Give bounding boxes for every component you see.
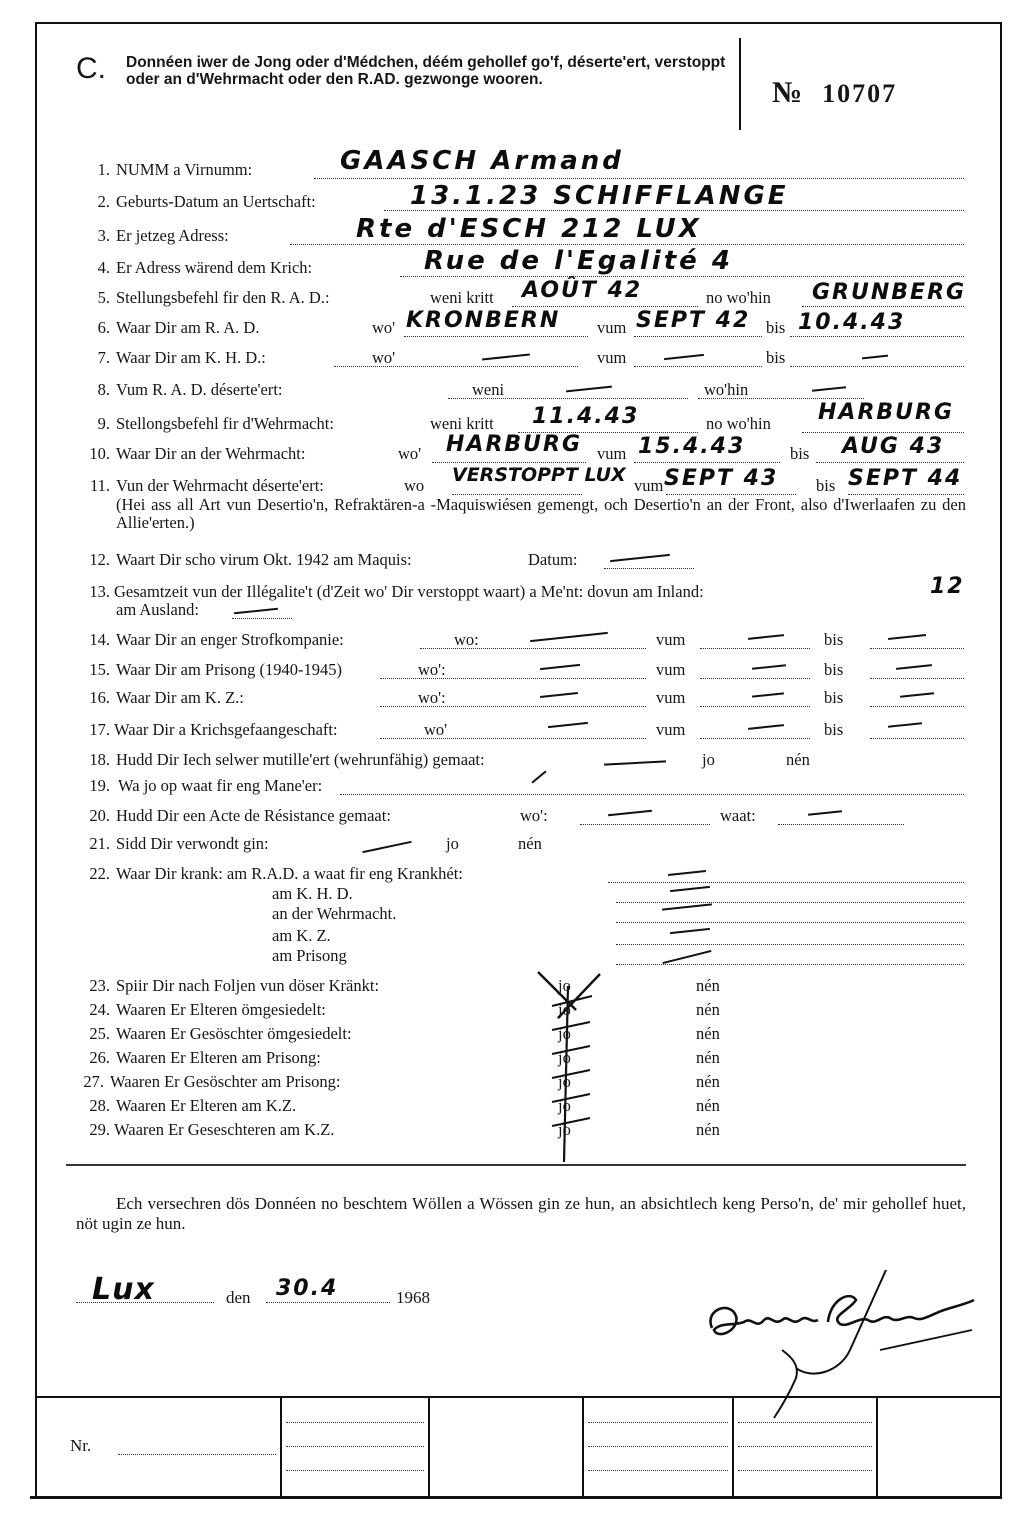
field-label: Hudd Dir een Acte de Résistance gemaat:	[116, 806, 391, 825]
field-17-line-to	[870, 738, 964, 739]
option-yes[interactable]: jo	[558, 1120, 571, 1139]
field-7-line-to	[790, 366, 964, 367]
field-5-when-value[interactable]: AOÛT 42	[522, 278, 643, 303]
frame-right	[1000, 22, 1002, 1498]
field-10-to-value[interactable]: AUG 43	[842, 434, 945, 459]
field-6-line-where	[404, 336, 588, 337]
section-separator	[66, 1164, 966, 1166]
field-number: 8.	[97, 380, 110, 399]
field-10-line-from	[634, 462, 780, 463]
nr-label: Nr.	[70, 1436, 92, 1455]
field-22-line-4	[616, 964, 964, 965]
label-where: wo'	[372, 318, 396, 337]
signing-date[interactable]: 30.4	[276, 1276, 339, 1301]
option-no[interactable]: nén	[696, 976, 720, 995]
field-number: 6.	[97, 318, 110, 337]
frame-left	[35, 22, 37, 1498]
field-6-line-from	[634, 336, 762, 337]
field-10-line-where	[432, 462, 586, 463]
field-16-to-dash	[900, 692, 934, 698]
option-yes[interactable]: jo	[558, 1072, 571, 1091]
label-where: wo'	[424, 720, 448, 739]
document-number	[772, 76, 897, 110]
field-label: Sidd Dir verwondt gin:	[116, 834, 269, 853]
field-label: Waar Dir am Prisong (1940-1945)	[116, 660, 342, 679]
bottom-dots-2	[286, 1446, 424, 1447]
section-letter: C.	[76, 52, 106, 85]
label-to: bis	[766, 348, 786, 367]
label-where: wo':	[520, 806, 548, 825]
field-7-from-dash	[664, 354, 704, 360]
field-label: Waar Dir am K. Z.:	[116, 688, 244, 707]
field-label: Gesamtzeit vun der Illégalite't (d'Zeit wo' Dir verstoppt waart) a Me'nt: dovun am Inland:	[114, 582, 704, 601]
field-22-line-1	[616, 902, 964, 903]
label-to: bis	[816, 476, 836, 495]
field-5-where-value[interactable]: GRUNBERG	[812, 280, 967, 305]
field-7-line-where	[334, 366, 578, 367]
bottom-dots-4	[588, 1422, 728, 1423]
field-number: 1.	[97, 160, 110, 179]
option-yes[interactable]: jo	[446, 834, 459, 853]
field-22-line-2	[616, 922, 964, 923]
field-13-inland-value[interactable]: 12	[930, 574, 965, 599]
field-label: NUMM a Virnumm:	[116, 160, 253, 179]
field-20-what-dash	[808, 810, 842, 816]
label-abroad: am Ausland:	[116, 600, 199, 619]
option-yes[interactable]: jo	[558, 1048, 571, 1067]
bottom-dots-5	[588, 1446, 728, 1447]
field-label: Waar Dir an enger Strofkompanie:	[116, 630, 344, 649]
field-11-to-value[interactable]: SEPT 44	[848, 466, 963, 491]
label-where: wo':	[418, 688, 446, 707]
label-where: wo'hin	[704, 380, 749, 399]
field-number: 17.	[89, 720, 110, 739]
field-20-line-where	[580, 824, 710, 825]
field-16-line-to	[870, 706, 964, 707]
field-label: Er jetzeg Adress:	[116, 226, 229, 245]
option-no[interactable]: nén	[696, 1024, 720, 1043]
den-label: den	[226, 1288, 251, 1307]
option-no[interactable]: nén	[696, 1000, 720, 1019]
bottom-table-col-2	[428, 1396, 430, 1497]
bottom-dots-1	[286, 1422, 424, 1423]
field-7-to-dash	[862, 355, 888, 360]
field-4-value[interactable]: Rue de l'Egalité 4	[424, 246, 733, 276]
field-number: 15.	[89, 660, 110, 679]
label-from: vum	[656, 720, 686, 739]
number-sign: №	[772, 76, 805, 109]
label-when: weni kritt	[430, 414, 494, 433]
label-to: bis	[790, 444, 810, 463]
label-where: wo'	[372, 348, 396, 367]
bottom-dots-3	[286, 1470, 424, 1471]
bottom-table-col-3	[582, 1396, 584, 1497]
field-13-abroad-dash	[234, 608, 278, 615]
field-label: Stellungsbefehl fir den R. A. D.:	[116, 288, 330, 307]
field-9-where-value[interactable]: HARBURG	[818, 400, 955, 425]
field-15-line-to	[870, 678, 964, 679]
field-label: Waart Dir scho virum Okt. 1942 am Maquis:	[116, 550, 412, 569]
label-to: bis	[766, 318, 786, 337]
label-date: Datum:	[528, 550, 578, 569]
label-where: no wo'hin	[706, 288, 771, 307]
label-from: vum	[634, 476, 664, 495]
label-to: bis	[824, 688, 844, 707]
bottom-table-col-1	[280, 1396, 282, 1497]
field-22-dash-0	[668, 870, 706, 876]
field-15-where-dash	[540, 664, 580, 670]
field-1-value[interactable]: GAASCH Armand	[340, 146, 624, 176]
field-14-to-dash	[888, 634, 926, 640]
field-label: Waar Dir krank: am R.A.D. a waat fir eng Krankhét:	[116, 864, 463, 883]
field-3-line	[290, 244, 964, 245]
field-label: Wa jo op waat fir eng Mane'er:	[118, 776, 323, 795]
field-14-line-from	[700, 648, 810, 649]
option-no[interactable]: nén	[518, 834, 542, 853]
frame-bottom	[30, 1496, 1002, 1499]
number-value: 10707	[822, 79, 898, 108]
field-17-line-from	[700, 738, 810, 739]
option-no[interactable]: nén	[696, 1072, 720, 1091]
field-label: Waar Dir am R. A. D.	[116, 318, 260, 337]
sub-label: an der Wehrmacht.	[272, 904, 397, 923]
field-8-when-dash	[566, 386, 612, 393]
field-16-where-dash	[540, 692, 578, 698]
label-to: bis	[824, 720, 844, 739]
field-1-line	[314, 178, 964, 179]
field-number: 28.	[89, 1096, 110, 1115]
field-number: 26.	[89, 1048, 110, 1067]
label-from: vum	[656, 688, 686, 707]
field-16-from-dash	[752, 692, 784, 697]
field-2-value[interactable]: 13.1.23 SCHIFFLANGE	[410, 181, 789, 211]
sub-label: am K. Z.	[272, 926, 331, 945]
field-11-from-value[interactable]: SEPT 43	[664, 466, 779, 491]
bottom-table-col-4	[732, 1396, 734, 1497]
field-number: 9.	[97, 414, 110, 433]
bottom-dots-6	[588, 1470, 728, 1471]
field-label: Vun der Wehrmacht déserte'ert:	[116, 476, 324, 495]
label-where: wo'	[398, 444, 422, 463]
field-21-yes-strike	[362, 841, 411, 853]
field-22-dash-4	[663, 950, 712, 964]
field-label: Geburts-Datum an Uertschaft:	[116, 192, 316, 211]
field-14-line-to	[870, 648, 964, 649]
field-22-line-3	[616, 944, 964, 945]
field-number: 19.	[89, 776, 110, 795]
label-from: vum	[656, 660, 686, 679]
field-number: 27.	[83, 1072, 104, 1091]
field-label: Waar Dir an der Wehrmacht:	[116, 444, 306, 463]
option-yes[interactable]: jo	[702, 750, 715, 769]
field-number: 14.	[89, 630, 110, 649]
label-from: vum	[597, 444, 627, 463]
field-number: 23.	[89, 976, 110, 995]
label-where: wo:	[454, 630, 479, 649]
field-10-where-value[interactable]: HARBURG	[446, 432, 583, 457]
field-label: Waaren Er Elteren am K.Z.	[116, 1096, 297, 1115]
label-when: weni	[472, 380, 505, 399]
field-6-line-to	[790, 336, 964, 337]
field-7-line-from	[634, 366, 762, 367]
field-number: 20.	[89, 806, 110, 825]
field-11-where-value[interactable]: VERSTOPPT LUX	[452, 464, 626, 486]
bottom-table-top-line	[35, 1396, 1002, 1398]
field-8-line-where	[698, 398, 864, 399]
label-what: waat:	[720, 806, 756, 825]
field-number: 21.	[89, 834, 110, 853]
option-no[interactable]: nén	[696, 1120, 720, 1139]
label-from: vum	[597, 348, 627, 367]
label-where: wo	[404, 476, 425, 495]
field-number: 3.	[97, 226, 110, 245]
field-number: 5.	[97, 288, 110, 307]
field-3-value[interactable]: Rte d'ESCH 212 LUX	[356, 214, 702, 244]
field-6-to-value[interactable]: 10.4.43	[798, 310, 906, 335]
field-number: 7.	[97, 348, 110, 367]
field-17-line-where	[380, 738, 646, 739]
date-line	[266, 1302, 390, 1303]
option-yes[interactable]: jo	[558, 976, 571, 995]
field-15-from-dash	[752, 664, 786, 670]
field-22-dash-3	[670, 928, 710, 934]
header-divider	[739, 38, 741, 130]
field-12-dash	[610, 554, 670, 562]
nr-line	[118, 1454, 276, 1455]
bottom-dots-8	[738, 1446, 872, 1447]
field-label: Waar Dir a Krichsgefaangeschaft:	[114, 720, 338, 739]
option-yes[interactable]: jo	[558, 1096, 571, 1115]
signing-year: 1968	[396, 1288, 430, 1307]
field-label: Waaren Er Geseschteren am K.Z.	[114, 1120, 335, 1139]
field-number: 2.	[97, 192, 110, 211]
option-yes[interactable]: jo	[558, 1024, 571, 1043]
field-14-from-dash	[748, 634, 784, 640]
field-label: Waaren Er Gesöschter ömgesiedelt:	[116, 1024, 352, 1043]
field-22-dash-1	[670, 886, 710, 892]
field-18-yes-strike	[604, 760, 666, 765]
field-15-to-dash	[896, 664, 932, 670]
field-10-from-value[interactable]: 15.4.43	[638, 434, 746, 459]
field-5-line-where	[802, 306, 964, 307]
field-19-line	[340, 794, 964, 795]
signing-place[interactable]: Lux	[92, 1272, 155, 1307]
field-13-abroad-line	[232, 618, 292, 619]
field-8-line-when	[448, 398, 688, 399]
field-number: 18.	[89, 750, 110, 769]
label-where: no wo'hin	[706, 414, 771, 433]
field-number: 29.	[89, 1120, 110, 1139]
field-22-dash-2	[662, 903, 712, 910]
field-17-where-dash	[548, 722, 588, 728]
field-number: 13.	[89, 582, 110, 601]
field-9-when-value[interactable]: 11.4.43	[532, 404, 640, 429]
field-20-line-what	[778, 824, 904, 825]
field-6-from-value[interactable]: SEPT 42	[636, 308, 751, 333]
field-number: 4.	[97, 258, 110, 277]
field-label: Spiir Dir nach Foljen vun döser Kränkt:	[116, 976, 380, 995]
field-7-where-dash	[482, 353, 530, 360]
bottom-dots-9	[738, 1470, 872, 1471]
field-17-to-dash	[888, 722, 922, 728]
field-9-line-where	[802, 432, 964, 433]
declaration-text: Ech versechren dös Donnéen no beschtem Wöllen a Wössen gin ze hun, an absichtlech keng Perso'n, de' mir gehollef huet, nöt ugin ze hun.	[76, 1194, 966, 1233]
field-label: Waaren Er Elteren ömgesiedelt:	[116, 1000, 326, 1019]
field-number: 16.	[89, 688, 110, 707]
sub-label: am K. H. D.	[272, 884, 353, 903]
field-20-where-dash	[608, 810, 652, 817]
bottom-table-col-5	[876, 1396, 878, 1497]
field-label: Er Adress wärend dem Krich:	[116, 258, 313, 277]
field-4-line	[400, 276, 964, 277]
section-title: Donnéen iwer de Jong oder d'Médchen, déém gehollef go'f, déserte'ert, verstoppt oder an d'Wehrmacht oder den R.AD. gezwonge wooren.	[126, 54, 726, 88]
field-label: Hudd Dir Iech selwer mutille'ert (wehrunfähig) gemaat:	[116, 750, 485, 769]
field-11-note: (Hei ass all Art vun Desertio'n, Refraktären-a -Maquiswiésen gemengt, och Desertio'n an der Front, also d'Iwerlaafen zu den Allie'erten.)	[116, 495, 966, 532]
option-no[interactable]: nén	[696, 1096, 720, 1115]
field-label: Waar Dir am K. H. D.:	[116, 348, 266, 367]
bottom-dots-7	[738, 1422, 872, 1423]
option-no[interactable]: nén	[786, 750, 810, 769]
field-15-line-from	[700, 678, 810, 679]
label-to: bis	[824, 660, 844, 679]
field-number: 24.	[89, 1000, 110, 1019]
field-22-line-0	[608, 882, 964, 883]
yes-column-strike	[530, 966, 620, 1166]
label-to: bis	[824, 630, 844, 649]
field-label: Stellongsbefehl fir d'Wehrmacht:	[116, 414, 334, 433]
field-5-line-when	[512, 306, 698, 307]
field-6-where-value[interactable]: KRONBERN	[406, 308, 561, 333]
field-12-line	[604, 568, 694, 569]
option-no[interactable]: nén	[696, 1048, 720, 1067]
field-14-where-dash	[530, 632, 608, 642]
field-label: Vum R. A. D. déserte'ert:	[116, 380, 283, 399]
label-from: vum	[597, 318, 627, 337]
label-from: vum	[656, 630, 686, 649]
field-number: 10.	[89, 444, 110, 463]
frame-top	[35, 22, 1002, 24]
field-label: Waaren Er Gesöschter am Prisong:	[110, 1072, 341, 1091]
label-where: wo':	[418, 660, 446, 679]
field-number: 22.	[89, 864, 110, 883]
field-14-line-where	[420, 648, 646, 649]
label-when: weni kritt	[430, 288, 494, 307]
field-17-from-dash	[748, 724, 784, 730]
field-15-line-where	[380, 678, 646, 679]
field-number: 25.	[89, 1024, 110, 1043]
field-19-dash	[531, 770, 546, 783]
field-10-line-to	[816, 462, 964, 463]
option-yes[interactable]: jo	[558, 1000, 571, 1019]
field-16-line-from	[700, 706, 810, 707]
field-label: Waaren Er Elteren am Prisong:	[116, 1048, 321, 1067]
field-8-where-dash	[812, 386, 846, 392]
field-16-line-where	[380, 706, 646, 707]
field-number: 11.	[89, 476, 110, 495]
sub-label: am Prisong	[272, 946, 347, 965]
field-number: 12.	[89, 550, 110, 569]
